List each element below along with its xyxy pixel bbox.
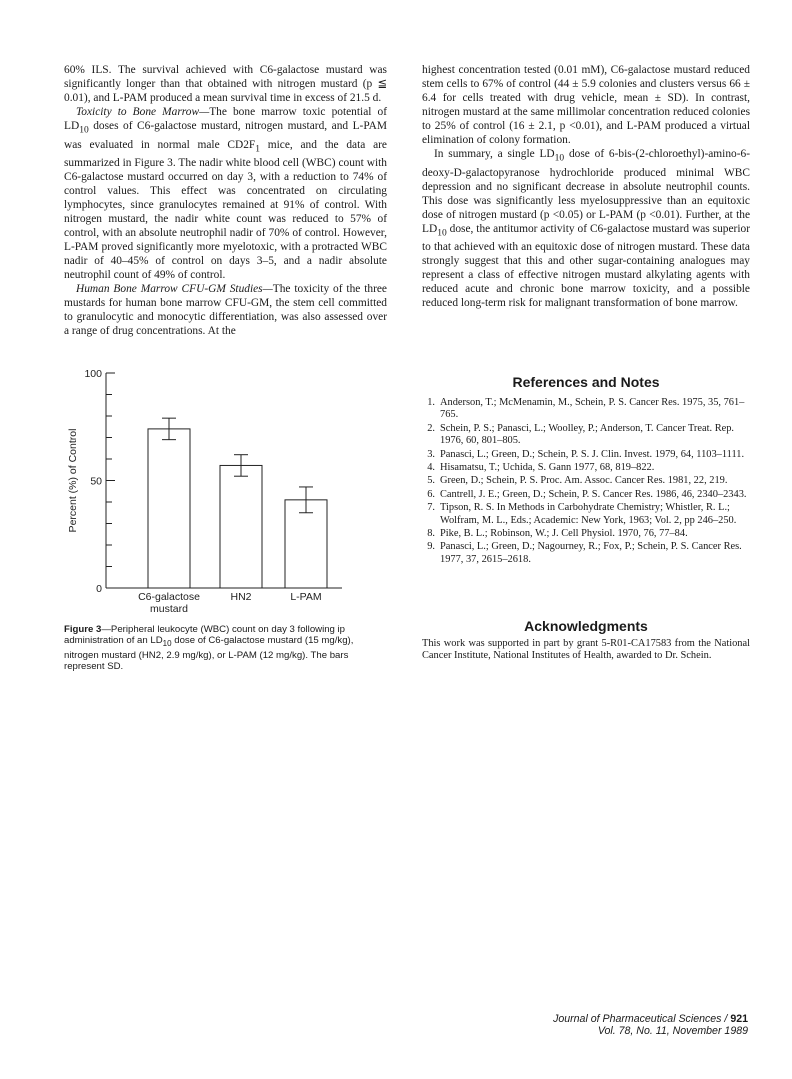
figure-3-bar-chart bbox=[64, 364, 387, 624]
left-paragraph-1: 60% ILS. The survival achieved with C6-galactose mustard was significantly longer than that obtained with nitrogen mustard (p ≦ 0.01), and L-PAM produced a mean survival time in excess of 21.5 d. bbox=[64, 64, 387, 105]
figure-label: Figure 3 bbox=[64, 624, 102, 635]
reference-text: Cantrell, J. E.; Green, D.; Schein, P. S. Cancer Res. 1986, 46, 2340–2343. bbox=[440, 488, 747, 500]
paragraph-text: In summary, a single LD bbox=[434, 148, 555, 161]
subscript: 10 bbox=[437, 228, 447, 239]
reference-item bbox=[422, 462, 750, 474]
reference-item bbox=[422, 397, 750, 422]
figure-caption bbox=[64, 624, 387, 672]
y-tick-label: 0 bbox=[96, 583, 102, 595]
paragraph-text: dose of 6-bis-(2-chloroethyl)-amino-6-deoxy-D-galactopyranose hydrochloride produced minimal WBC depression and no significant decrease in absolute neutrophil counts. This dose was significantly less myelosuppressive than an equitoxic dose of nitrogen mustard (p <0.05) or L-PAM (p <0.01). Further, at the LD bbox=[422, 148, 751, 235]
reference-number: 6. bbox=[427, 488, 435, 500]
subscript: 10 bbox=[79, 125, 89, 136]
reference-text: Panasci, L.; Green, D.; Nagourney, R.; Fox, P.; Schein, P. S. Cancer Res. 1977, 37, 2615–2618. bbox=[440, 541, 742, 565]
page-footer bbox=[553, 1013, 748, 1038]
subscript: 10 bbox=[162, 639, 172, 649]
y-axis-label: Percent (%) of Control bbox=[67, 428, 79, 533]
reference-item bbox=[422, 423, 750, 448]
chart-canvas bbox=[64, 364, 387, 624]
run-in-heading-bone-marrow: Toxicity to Bone Marrow— bbox=[76, 106, 210, 119]
paragraph-text: The toxicity of the three mustards for human bone marrow CFU-GM, the stem cell committed to granulocytic and monocytic differentiation, was also assessed over a range of drug concentrations. At the bbox=[64, 283, 387, 338]
subscript: 1 bbox=[255, 143, 260, 154]
reference-item bbox=[422, 541, 750, 566]
paragraph-text: dose, the antitumor activity of C6-galactose mustard was superior to that achieved with an equitoxic dose of nitrogen mustard. These data strongly suggest that this and other sugar-containing analogues may represent a class of effective nitrogen mustard alkylating agents with reduced acute and chronic bone marrow toxicity, and a possible reduced long-term risk for malignant transformation of bone marrow. bbox=[422, 222, 750, 310]
journal-name: Journal of Pharmaceutical Sciences / bbox=[553, 1013, 731, 1025]
reference-item bbox=[422, 502, 750, 527]
right-paragraph-1: highest concentration tested (0.01 mM), C6-galactose mustard reduced stem cells to 67% of control (44 ± 5.9 colonies and clusters versus 66 ± 6.4 for cells treated with drug vehicle, mean ± SD). In contrast, nitrogen mustard at the same millimolar concentration reduced colonies to 25% of control (16 ± 2.1, p <0.01), and L-PAM produced a virtual elimination of colony formation. bbox=[422, 64, 750, 147]
right-text-column bbox=[422, 63, 750, 310]
x-tick-label: mustard bbox=[150, 603, 188, 615]
references-heading: References and Notes bbox=[512, 374, 660, 390]
reference-number: 7. bbox=[427, 502, 435, 514]
caption-text: —Peripheral leukocyte (WBC) count on day 3 following ip administration of an LD bbox=[64, 624, 346, 647]
acknowledgments-heading: Acknowledgments bbox=[524, 618, 648, 634]
acknowledgments-text: This work was supported in part by grant 5-R01-CA17583 from the National Cancer Institute, National Institutes of Health, awarded to Dr. Schein. bbox=[422, 638, 750, 662]
reference-text: Hisamatsu, T.; Uchida, S. Gann 1977, 68, 819–822. bbox=[440, 462, 655, 474]
reference-text: Green, D.; Schein, P. S. Proc. Am. Assoc. Cancer Res. 1981, 22, 219. bbox=[440, 475, 728, 487]
reference-item bbox=[422, 528, 750, 540]
left-paragraph-3 bbox=[64, 282, 387, 338]
reference-text: Schein, P. S.; Panasci, L.; Woolley, P.; Anderson, T. Cancer Treat. Rep. 1976, 60, 801–805. bbox=[440, 422, 735, 447]
reference-text: Anderson, T.; McMenamin, M., Schein, P. S. Cancer Res. 1975, 35, 761–765. bbox=[440, 397, 745, 421]
reference-number: 5. bbox=[427, 475, 435, 487]
left-text-column bbox=[64, 63, 387, 338]
references-list bbox=[422, 397, 750, 567]
reference-text: Tipson, R. S. In Methods in Carbohydrate Chemistry; Whistler, R. L.; Wolfram, M. L., Eds.; Academic: New York, 1963; Vol. 2, pp 246–250. bbox=[440, 502, 737, 526]
run-in-heading-cfu-gm: Human Bone Marrow CFU-GM Studies— bbox=[76, 283, 273, 296]
y-tick-label: 50 bbox=[90, 475, 102, 488]
reference-number: 4. bbox=[427, 462, 435, 474]
reference-item bbox=[422, 449, 750, 461]
footer-volume: Vol. 78, No. 11, November 1989 bbox=[597, 1025, 748, 1038]
right-paragraph-2 bbox=[422, 147, 750, 310]
left-paragraph-2 bbox=[64, 105, 387, 282]
page-number: 921 bbox=[730, 1013, 748, 1025]
reference-item bbox=[422, 475, 750, 487]
reference-item bbox=[422, 489, 750, 501]
footer-journal-line bbox=[553, 1013, 748, 1025]
caption-text: dose of C6-galactose mustard (15 mg/kg), nitrogen mustard (HN2, 2.9 mg/kg), or L-PAM (12 mg/kg). The bars represent SD. bbox=[64, 635, 354, 672]
x-tick-label: C6-galactose bbox=[138, 591, 200, 603]
reference-text: Panasci, L.; Green, D.; Schein, P. S. J. Clin. Invest. 1979, 64, 1103–1111. bbox=[440, 448, 745, 460]
reference-number: 3. bbox=[427, 448, 435, 460]
reference-number: 2. bbox=[427, 422, 435, 434]
reference-number: 9. bbox=[427, 541, 435, 553]
paragraph-text: The bone marrow toxic potential of LD bbox=[64, 106, 387, 133]
x-tick-label: HN2 bbox=[230, 591, 252, 603]
reference-text: Pike, B. L.; Robinson, W.; J. Cell Physiol. 1970, 76, 77–84. bbox=[440, 528, 688, 540]
reference-number: 1. bbox=[427, 397, 435, 408]
paragraph-text: doses of C6-galactose mustard, nitrogen mustard, and L-PAM was evaluated in normal male CD2F bbox=[64, 120, 387, 151]
bar bbox=[148, 429, 190, 588]
reference-number: 8. bbox=[427, 528, 435, 540]
x-tick-label: L-PAM bbox=[290, 591, 322, 603]
subscript: 10 bbox=[554, 153, 565, 164]
paragraph-text: mice, and the data are summarized in Figure 3. The nadir white blood cell (WBC) count with C6-galactose mustard occurred on day 3, with a reduction to 74% of control values. This effect was concentrated on circulating lymphocytes, since granulocytes remained at 91% of control. With nitrogen mustard, the nadir white count was reduced to 57% of control, with an absolute neutrophil nadir of 70% of control. However, L-PAM proved significantly more myelotoxic, with a protracted WBC nadir of 40–45% of control on days 3–5, and a nadir absolute neutrophil count of 49% of control. bbox=[64, 138, 387, 282]
y-tick-label: 100 bbox=[84, 368, 102, 380]
bar bbox=[220, 465, 262, 588]
